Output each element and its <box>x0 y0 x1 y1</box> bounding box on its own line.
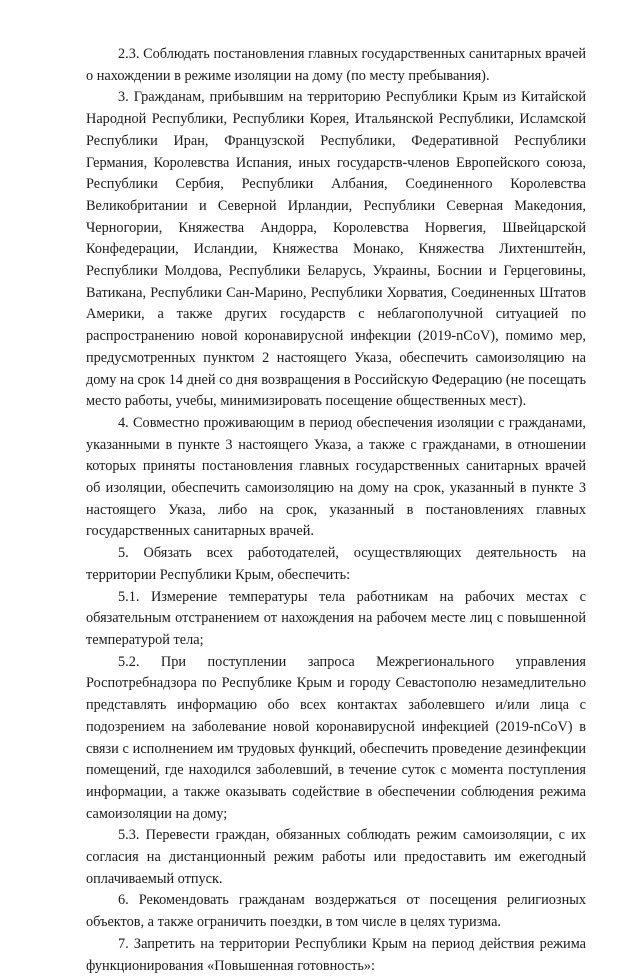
paragraph-6: 6. Рекомендовать гражданам воздержаться от посещения религиозных объектов, а также ограничить поездки, в том числе в целях туризма. <box>86 892 586 931</box>
paragraph-3: 3. Гражданам, прибывшим на территорию Республики Крым из Китайской Народной Республики, Республики Корея, Итальянской Республики, Исламской Республики Иран, Французской Республики, Федеративной Республики Германия, Королевства Испания, иных государств-членов Европейского союза, Республики Сербия, Республики Албания, Соединенного Королевства Великобритании и Северной Ирландии, Республики Северная Македония, Черногории, Княжества Андорра, Королевства Норвегия, Швейцарской Конфедерации, Исландии, Княжества Монако, Княжества Лихтенштейн, Республики Молдова, Республики Беларусь, Украины, Боснии и Герцеговины, Ватикана, Республики Сан-Марино, Республики Хорватия, Соединенных Штатов Америки, а также других государств с неблагополучной ситуацией по распространению новой коронавирусной инфекции (2019-nCoV), помимо мер, предусмотренных пунктом 2 настоящего Указа, обеспечить самоизоляцию на дому на срок 14 дней со дня возвращения в Российскую Федерацию (не посещать место работы, учебы, минимизировать посещение общественных мест). <box>86 89 586 410</box>
paragraph-4: 4. Совместно проживающим в период обеспечения изоляции с гражданами, указанными в пункте 3 настоящего Указа, а также с гражданами, в отношении которых приняты постановления главных государственных санитарных врачей об изоляции, обеспечить самоизоляцию на дому на срок, указанный в пункте 3 настоящего Указа, либо на срок, указанный в постановлениях главных государственных санитарных врачей. <box>86 414 586 540</box>
paragraph-5-1: 5.1. Измерение температуры тела работникам на рабочих местах с обязательным отстранением от нахождения на рабочем месте лиц с повышенной температурой тела; <box>86 588 586 648</box>
paragraph-5-2: 5.2. При поступлении запроса Межрегионального управления Роспотребнадзора по Республике Крым и городу Севастополю незамедлительно представлять информацию обо всех контактах заболевшего и/или лица с подозрением на заболевание новой коронавирусной инфекцией (2019-nCoV) в связи с исполнением им трудовых функций, обеспечить проведение дезинфекции помещений, где находился заболевший, в течение суток с момента поступления информации, а также оказывать содействие в обеспечении соблюдения режима самоизоляции на дому; <box>86 653 586 822</box>
document-body <box>86 44 586 977</box>
paragraph-5: 5. Обязать всех работодателей, осуществляющих деятельность на территории Республики Крым, обеспечить: <box>86 545 586 583</box>
paragraph-5-3: 5.3. Перевести граждан, обязанных соблюдать режим самоизоляции, с их согласия на дистанционный режим работы или предоставить им ежегодный оплачиваемый отпуск. <box>86 827 586 887</box>
paragraph-2-3: 2.3. Соблюдать постановления главных государственных санитарных врачей о нахождении в режиме изоляции на дому (по месту пребывания). <box>86 46 586 84</box>
paragraph-7: 7. Запретить на территории Республики Крым на период действия режима функционирования «Повышенная готовность»: <box>86 935 586 974</box>
